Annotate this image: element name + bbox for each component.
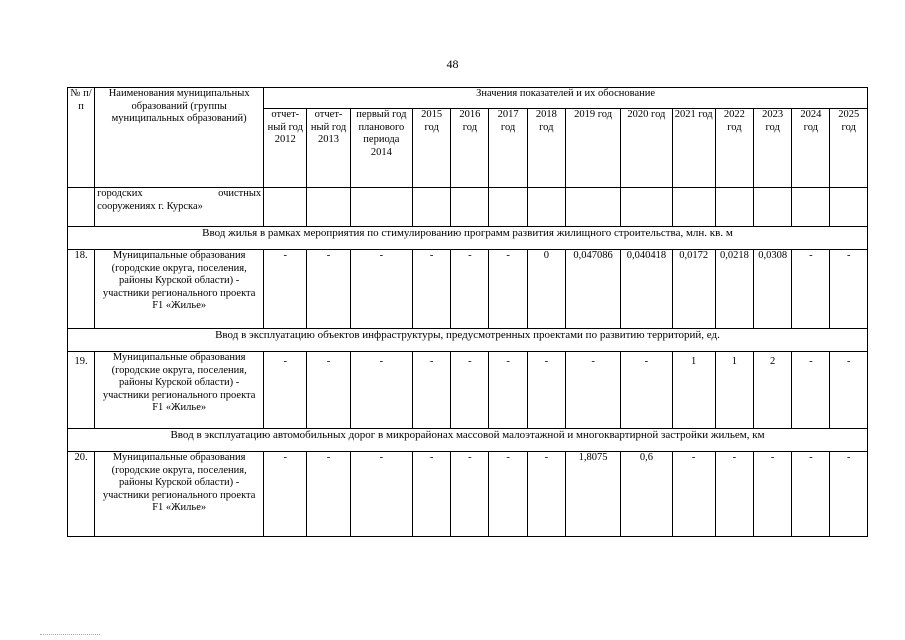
value-cell: - [672, 452, 715, 537]
header-column: 2020 год [621, 109, 672, 188]
value-cell: - [413, 352, 451, 429]
header-column: 2022 год [715, 109, 753, 188]
value-cell: - [451, 250, 489, 329]
header-values-group: Значения показателей и их обоснование [264, 88, 868, 109]
value-cell: - [489, 352, 527, 429]
header-column: 2017 год [489, 109, 527, 188]
value-cell: - [264, 352, 307, 429]
header-column: 2015 год [413, 109, 451, 188]
header-column: отчет-ный год 2012 [264, 109, 307, 188]
row-number: 20. [68, 452, 95, 537]
value-cell: 0,0218 [715, 250, 753, 329]
section-title: Ввод жилья в рамках мероприятия по стимулированию программ развития жилищного строительства, млн. кв. м [68, 227, 868, 250]
value-cell: 0,0308 [754, 250, 792, 329]
value-cell: - [489, 250, 527, 329]
value-cell: - [489, 452, 527, 537]
scan-artifact [40, 634, 100, 638]
value-cell: 0,0172 [672, 250, 715, 329]
continuation-no-cell [68, 188, 95, 227]
value-cell: 0 [527, 250, 565, 329]
value-cell: - [307, 352, 350, 429]
value-cell: - [792, 352, 830, 429]
indicator-table [67, 87, 868, 537]
value-cell: - [264, 452, 307, 537]
value-cell: 0,040418 [621, 250, 672, 329]
continuation-name-cell [95, 188, 264, 227]
header-column: 2016 год [451, 109, 489, 188]
table-row [68, 352, 868, 429]
value-cell: - [451, 352, 489, 429]
value-cell: - [413, 250, 451, 329]
value-cell: 2 [754, 352, 792, 429]
value-cell: - [621, 352, 672, 429]
value-cell: 1 [715, 352, 753, 429]
value-cell: - [307, 452, 350, 537]
value-cell: - [527, 452, 565, 537]
continuation-name-line2: сооружениях г. Курска» [97, 200, 203, 212]
value-cell: - [754, 452, 792, 537]
row-name: Муниципальные образования (городские округа, поселения, районы Курской области) - участники регионального проекта F1 «Жилье» [95, 250, 264, 329]
header-column: 2018 год [527, 109, 565, 188]
header-column: 2024 год [792, 109, 830, 188]
table-row [68, 250, 868, 329]
section-title: Ввод в эксплуатацию автомобильных дорог в микрорайонах массовой малоэтажной и многоквартирной застройки жильем, км [68, 429, 868, 452]
value-cell: - [565, 352, 620, 429]
value-cell: - [451, 452, 489, 537]
header-column: 2025 год [830, 109, 868, 188]
header-column: отчет-ный год 2013 [307, 109, 350, 188]
value-cell: 1 [672, 352, 715, 429]
value-cell: 1,8075 [565, 452, 620, 537]
header-column: 2019 год [565, 109, 620, 188]
header-no: № п/п [68, 88, 95, 188]
value-cell: 0,6 [621, 452, 672, 537]
continuation-name-line1: городских очистных [97, 188, 262, 199]
header-column: 2023 год [754, 109, 792, 188]
header-name: Наименования муниципальных образований (группы муниципальных образований) [95, 88, 264, 188]
value-cell: - [350, 250, 412, 329]
value-cell: - [264, 250, 307, 329]
value-cell: - [413, 452, 451, 537]
row-number: 18. [68, 250, 95, 329]
row-name: Муниципальные образования (городские округа, поселения, районы Курской области) - участники регионального проекта F1 «Жилье» [95, 452, 264, 537]
value-cell: - [830, 352, 868, 429]
value-cell: - [792, 452, 830, 537]
header-column: 2021 год [672, 109, 715, 188]
value-cell: - [792, 250, 830, 329]
row-name: Муниципальные образования (городские округа, поселения, районы Курской области) - участники регионального проекта F1 «Жилье» [95, 352, 264, 429]
value-cell: - [830, 452, 868, 537]
header-column: первый год планового периода 2014 [350, 109, 412, 188]
value-cell: - [307, 250, 350, 329]
value-cell: - [527, 352, 565, 429]
value-cell: - [830, 250, 868, 329]
value-cell: 0,047086 [565, 250, 620, 329]
section-title: Ввод в эксплуатацию объектов инфраструктуры, предусмотренных проектами по развитию территорий, ед. [68, 329, 868, 352]
table-row [68, 452, 868, 537]
value-cell: - [350, 452, 412, 537]
row-number: 19. [68, 352, 95, 429]
value-cell: - [715, 452, 753, 537]
value-cell: - [350, 352, 412, 429]
page-number: 48 [446, 57, 459, 71]
